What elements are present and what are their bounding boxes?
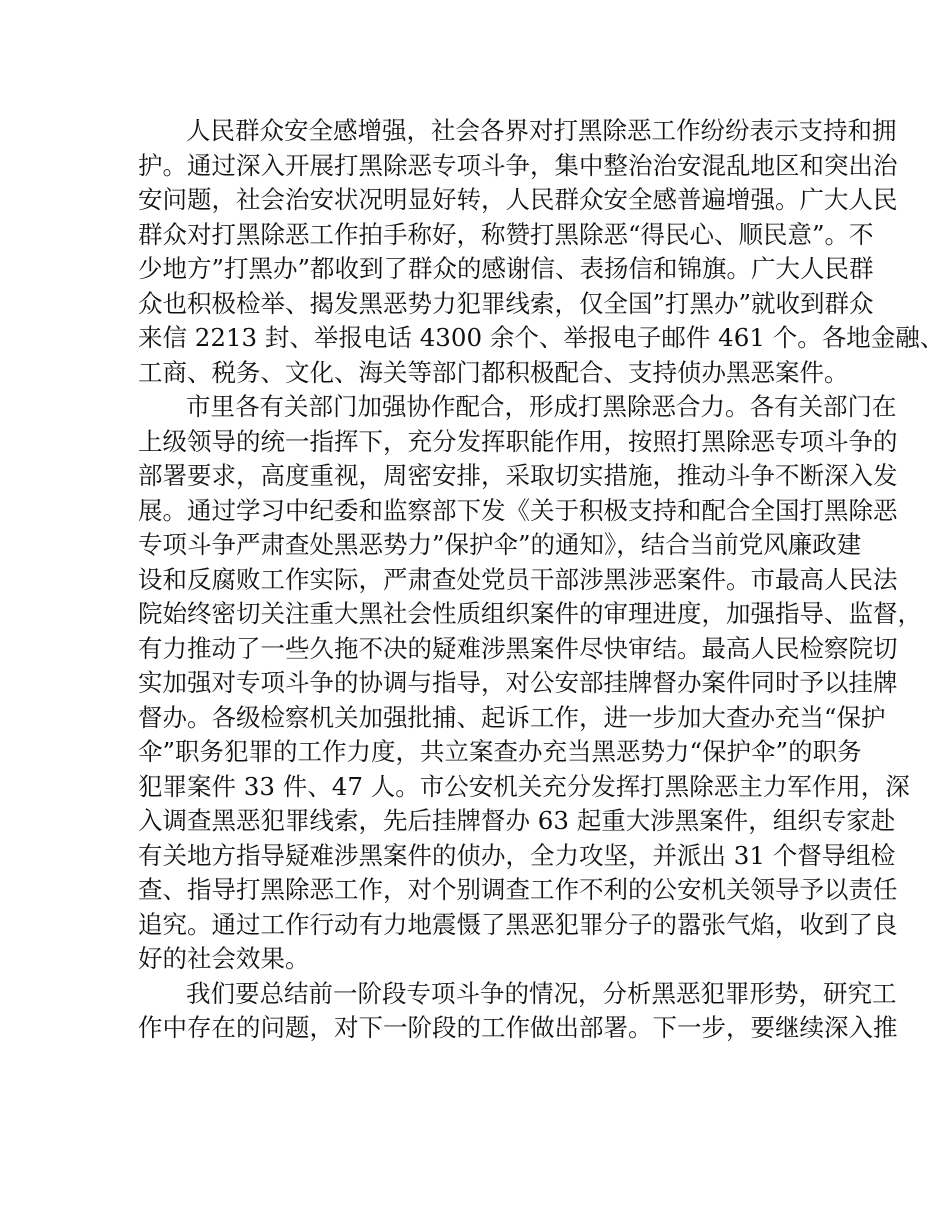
text-line: 少地方”打黑办”都收到了群众的感谢信、表扬信和锦旗。广大人民群 xyxy=(138,254,874,283)
text-line: 人民群众安全感增强，社会各界对打黑除恶工作纷纷表示支持和拥 xyxy=(186,116,897,145)
text-line: 实加强对专项斗争的协调与指导，对公安部挂牌督办案件同时予以挂牌 xyxy=(138,668,898,697)
text-line: 好的社会效果。 xyxy=(138,944,310,973)
text-line: 查、指导打黑除恶工作，对个别调查工作不利的公安机关领导予以责任 xyxy=(138,875,898,904)
text-line: 入调查黑恶犯罪线索，先后挂牌督办 63 起重大涉黑案件，组织专家赴 xyxy=(138,806,896,835)
text-line: 伞”职务犯罪的工作力度，共立案查办充当黑恶势力“保护伞”的职务 xyxy=(138,737,862,766)
text-line: 院始终密切关注重大黑社会性质组织案件的审理进度，加强指导、监督， xyxy=(138,599,922,628)
text-line: 来信 2213 封、举报电话 4300 余个、举报电子邮件 461 个。各地金融、 xyxy=(138,323,945,352)
text-line: 安问题，社会治安状况明显好转，人民群众安全感普遍增强。广大人民 xyxy=(138,185,898,214)
paragraph-3 xyxy=(138,977,898,1046)
text-line: 众也积极检举、揭发黑恶势力犯罪线索，仅全国”打黑办”就收到群众 xyxy=(138,288,874,318)
text-line: 专项斗争严肃查处黑恶势力”保护伞”的通知》，结合当前党风廉政建 xyxy=(138,530,862,559)
text-line: 群众对打黑除恶工作拍手称好，称赞打黑除恶“得民心、顺民意”。不 xyxy=(138,219,874,249)
text-line: 工商、税务、文化、海关等部门都积极配合、支持侦办黑恶案件。 xyxy=(138,357,849,387)
document-body xyxy=(138,114,945,1046)
text-line: 部署要求，高度重视，周密安排，采取切实措施，推动斗争不断深入发 xyxy=(138,461,898,490)
paragraph-2 xyxy=(138,390,922,977)
text-line: 上级领导的统一指挥下，充分发挥职能作用，按照打黑除恶专项斗争的 xyxy=(138,426,898,456)
text-line: 设和反腐败工作实际，严肃查处党员干部涉黑涉恶案件。市最高人民法 xyxy=(138,564,898,594)
text-line: 市里各有关部门加强协作配合，形成打黑除恶合力。各有关部门在 xyxy=(186,392,897,421)
text-line: 督办。各级检察机关加强批捕、起诉工作，进一步加大查办充当“保护 xyxy=(138,702,886,732)
text-line: 追究。通过工作行动有力地震慑了黑恶犯罪分子的嚣张气焰，收到了良 xyxy=(138,909,898,939)
text-line: 有力推动了一些久拖不决的疑难涉黑案件尽快审结。最高人民检察院切 xyxy=(138,633,898,663)
text-line: 护。通过深入开展打黑除恶专项斗争，集中整治治安混乱地区和突出治 xyxy=(138,150,898,180)
paragraph-1 xyxy=(138,114,945,390)
text-line: 作中存在的问题，对下一阶段的工作做出部署。下一步，要继续深入推 xyxy=(138,1013,898,1042)
text-line: 犯罪案件 33 件、47 人。市公安机关充分发挥打黑除恶主力军作用，深 xyxy=(138,771,910,801)
text-line: 我们要总结前一阶段专项斗争的情况，分析黑恶犯罪形势，研究工 xyxy=(186,978,897,1008)
text-line: 展。通过学习中纪委和监察部下发《关于积极支持和配合全国打黑除恶 xyxy=(138,495,898,525)
text-line: 有关地方指导疑难涉黑案件的侦办，全力攻坚，并派出 31 个督导组检 xyxy=(138,840,896,870)
